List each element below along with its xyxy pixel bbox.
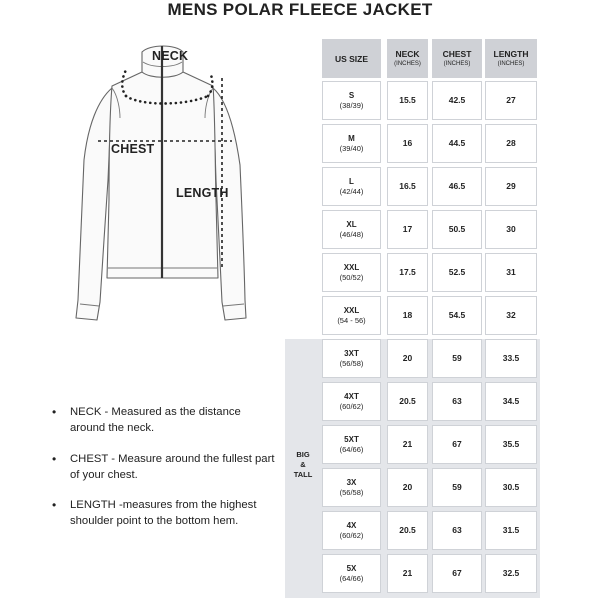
length-value-cell: 30.5 (485, 468, 537, 507)
length-value-cell: 35.5 (485, 425, 537, 464)
chest-value-cell: 52.5 (432, 253, 482, 292)
size-cell: S (38/39) (322, 81, 381, 120)
size-cell: 5XT (64/66) (322, 425, 381, 464)
note-neck: • NECK - Measured as the distance around the neck. (52, 405, 241, 434)
chest-value-cell: 67 (432, 554, 482, 593)
size-cell: L (42/44) (322, 167, 381, 206)
jacket-diagram (0, 30, 280, 330)
size-cell: 5X (64/66) (322, 554, 381, 593)
chest-value-cell: 63 (432, 511, 482, 550)
neck-value-cell: 20 (387, 339, 428, 378)
size-cell: M (39/40) (322, 124, 381, 163)
neck-value-cell: 21 (387, 425, 428, 464)
length-value-cell: 27 (485, 81, 537, 120)
big-tall-label: BIG & TALL (293, 450, 313, 479)
size-cell: 3XT (56/58) (322, 339, 381, 378)
note-chest: • CHEST - Measure around the fullest part of your chest. (52, 451, 275, 481)
length-value-cell: 29 (485, 167, 537, 206)
neck-value-cell: 21 (387, 554, 428, 593)
header-us-size: US SIZE (322, 39, 381, 78)
chest-value-cell: 42.5 (432, 81, 482, 120)
chest-value-cell: 59 (432, 468, 482, 507)
measurement-notes (52, 404, 277, 544)
length-label: LENGTH (176, 186, 229, 200)
header-length: LENGTH (INCHES) (485, 39, 537, 78)
chest-value-cell: 54.5 (432, 296, 482, 335)
neck-value-cell: 17 (387, 210, 428, 249)
header-neck: NECK (INCHES) (387, 39, 428, 78)
size-cell: 4XT (60/62) (322, 382, 381, 421)
length-value-cell: 32 (485, 296, 537, 335)
length-value-cell: 28 (485, 124, 537, 163)
length-value-cell: 34.5 (485, 382, 537, 421)
chest-value-cell: 59 (432, 339, 482, 378)
length-value-cell: 31.5 (485, 511, 537, 550)
neck-label: NECK (152, 49, 189, 63)
note-length: • LENGTH -measures from the highest shoulder point to the bottom hem. (52, 498, 257, 527)
neck-value-cell: 17.5 (387, 253, 428, 292)
size-cell: XXL (50/52) (322, 253, 381, 292)
length-value-cell: 33.5 (485, 339, 537, 378)
neck-value-cell: 16 (387, 124, 428, 163)
header-chest: CHEST (INCHES) (432, 39, 482, 78)
size-cell: 4X (60/62) (322, 511, 381, 550)
neck-value-cell: 20 (387, 468, 428, 507)
neck-value-cell: 18 (387, 296, 428, 335)
neck-value-cell: 15.5 (387, 81, 428, 120)
size-cell: 3X (56/58) (322, 468, 381, 507)
length-value-cell: 30 (485, 210, 537, 249)
neck-value-cell: 20.5 (387, 382, 428, 421)
chest-label: CHEST (111, 142, 155, 156)
neck-value-cell: 16.5 (387, 167, 428, 206)
size-cell: XXL (54 - 56) (322, 296, 381, 335)
chest-value-cell: 46.5 (432, 167, 482, 206)
page-title: MENS POLAR FLEECE JACKET (167, 0, 433, 19)
chest-value-cell: 50.5 (432, 210, 482, 249)
neck-value-cell: 20.5 (387, 511, 428, 550)
length-value-cell: 31 (485, 253, 537, 292)
size-cell: XL (46/48) (322, 210, 381, 249)
length-value-cell: 32.5 (485, 554, 537, 593)
size-chart-table (285, 36, 540, 598)
chest-value-cell: 44.5 (432, 124, 482, 163)
chest-value-cell: 63 (432, 382, 482, 421)
chest-value-cell: 67 (432, 425, 482, 464)
